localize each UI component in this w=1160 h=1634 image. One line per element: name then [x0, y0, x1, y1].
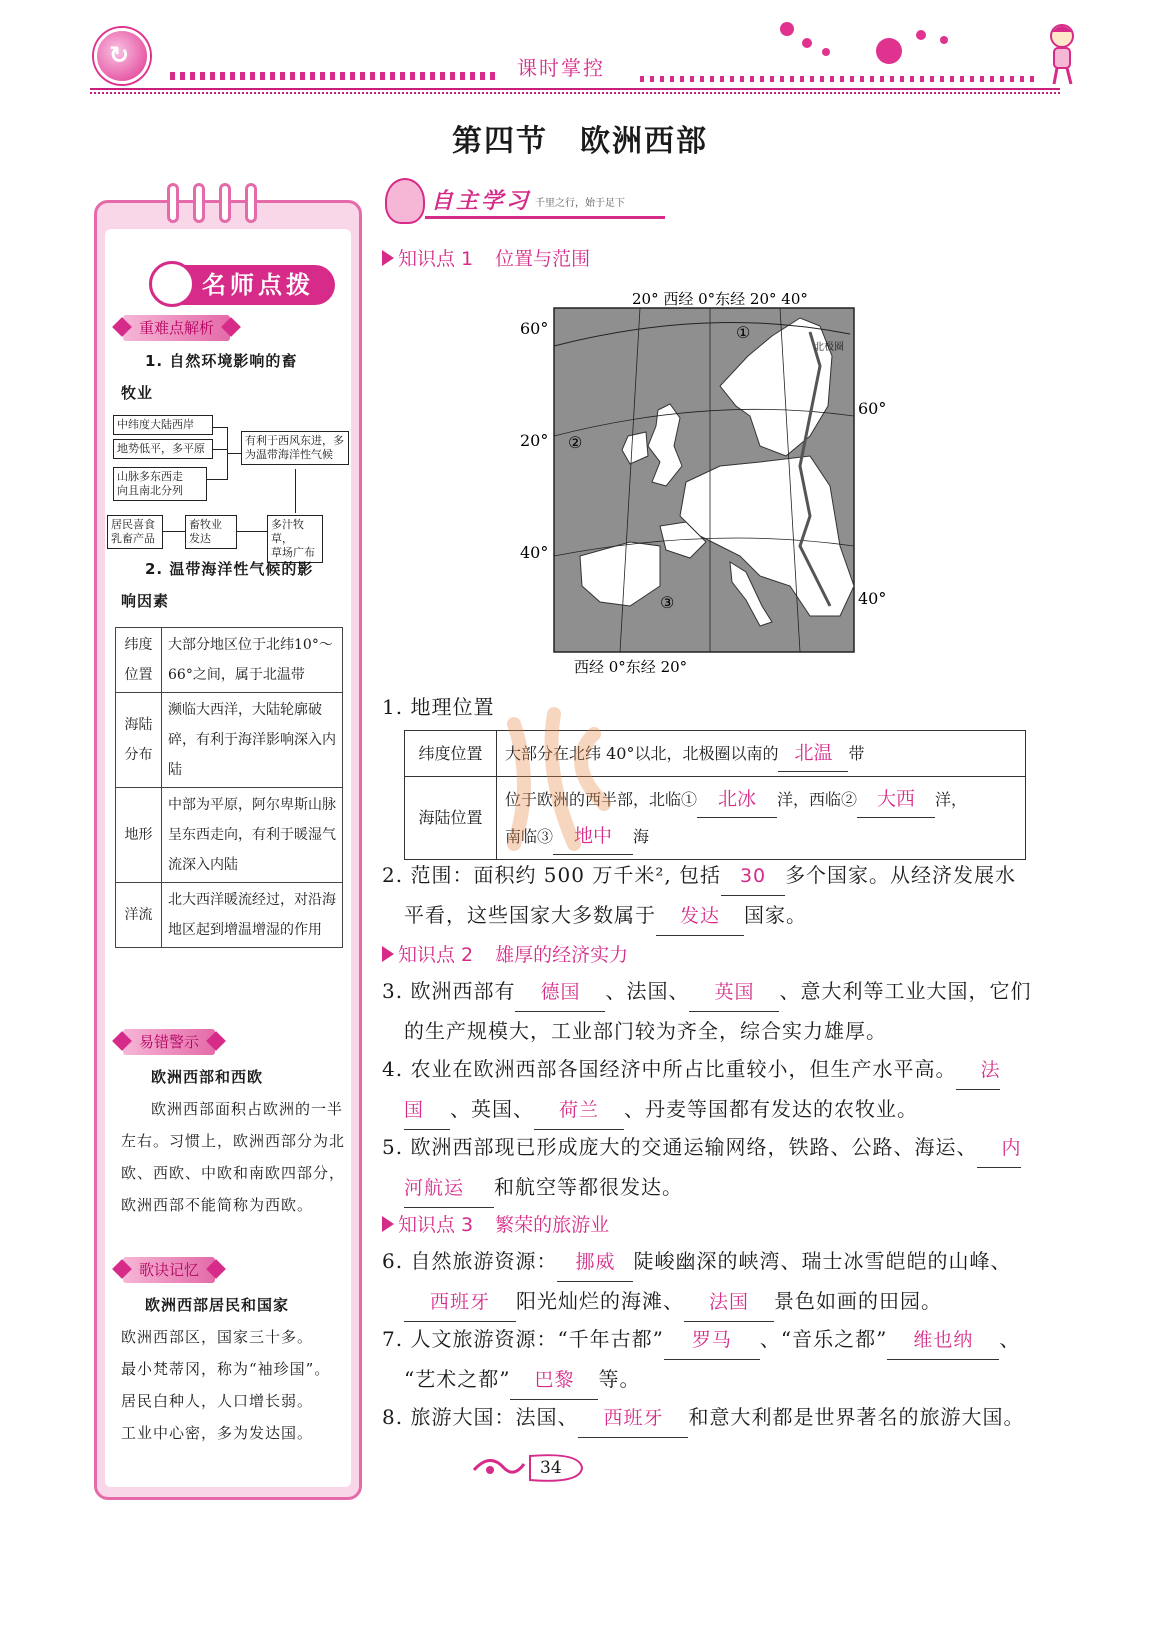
- cartoon-boy-icon: [1044, 22, 1080, 88]
- bubble-decoration: [822, 48, 830, 56]
- pen-icon: [149, 261, 195, 307]
- flow-arrow: [237, 531, 267, 532]
- teacher-tips-sidebar: [94, 200, 362, 1500]
- sidebar-item-1-cont: 牧业: [121, 384, 154, 402]
- map-label: 40°: [520, 543, 549, 562]
- header-title: 课时掌控: [517, 56, 605, 80]
- loop-logo-icon: ↻: [94, 28, 150, 84]
- question-3: 3. 欧洲西部有 德国 、法国、 英国 、意大利等工业大国，它们 的生产规模大，工业部门较为齐全，综合实力雄厚。: [382, 972, 1042, 1050]
- page-header: [80, 10, 1080, 100]
- warning-title: 欧洲西部和西欧: [151, 1068, 264, 1086]
- mnemonic-line: 居民白种人，人口增长弱。: [121, 1392, 314, 1410]
- knowledge-point-2: 知识点 2 雄厚的经济实力: [382, 940, 628, 967]
- question-7: 7. 人文旅游资源：“千年古都” 罗马 、“音乐之都” 维也纳 、 “艺术之都” 巴黎 等。: [382, 1320, 1042, 1400]
- answer-blank[interactable]: 维也纳: [887, 1321, 999, 1360]
- answer-blank[interactable]: 发达: [656, 897, 744, 936]
- map-label: 60°: [520, 319, 549, 338]
- bubble-decoration: [940, 36, 948, 44]
- knowledge-point-1: 知识点 1 位置与范围: [382, 244, 590, 271]
- mnemonic-line: 工业中心密，多为发达国。: [121, 1424, 314, 1442]
- bubble-decoration: [802, 38, 812, 48]
- answer-blank[interactable]: 西班牙: [578, 1399, 688, 1438]
- table-row: 纬度位置 大部分在北纬 40°以北，北极圈以南的 北温 带: [405, 731, 1026, 777]
- table-row: 纬度位置 大部分地区位于北纬10°～66°之间，属于北温带: [116, 628, 343, 693]
- flow-arrow: [163, 531, 185, 532]
- answer-blank[interactable]: 北冰: [697, 781, 777, 818]
- answer-blank[interactable]: 大西: [857, 781, 935, 818]
- header-dots-right: [640, 76, 1040, 82]
- answer-blank[interactable]: 罗马: [664, 1321, 760, 1360]
- table-row: 海陆分布 濒临大西洋，大陆轮廓破碎，有利于海洋影响深入内陆: [116, 693, 343, 788]
- answer-blank[interactable]: 30: [721, 857, 785, 896]
- question-5: 5. 欧洲西部现已形成庞大的交通运输网络，铁路、公路、海运、 内 河航运 和航空等都很发达。: [382, 1128, 1042, 1208]
- binder-rings: [167, 183, 271, 227]
- answer-blank[interactable]: 法国: [684, 1283, 774, 1322]
- answer-blank[interactable]: 法: [956, 1051, 1000, 1090]
- question-4: 4. 农业在欧洲西部各国经济中所占比重较小，但生产水平高。 法 国 、英国、 荷兰 、丹麦等国都有发达的农牧业。: [382, 1050, 1042, 1130]
- answer-blank[interactable]: 德国: [515, 973, 605, 1012]
- europe-west-map: [510, 286, 900, 678]
- location-table: [404, 730, 1026, 860]
- map-top-labels: 20° 西经 0°东经 20° 40°: [632, 290, 808, 308]
- flow-box: 有利于西风东进，多 为温带海洋性气候: [241, 431, 349, 465]
- bubble-decoration: [916, 30, 926, 40]
- play-triangle-icon: [382, 1216, 394, 1232]
- sidebar-panel: [105, 229, 351, 1487]
- table-row: 地形 中部为平原，阿尔卑斯山脉呈东西走向，有利于暖湿气流深入内陆: [116, 788, 343, 883]
- mnemonic-line: 最小梵蒂冈，称为“袖珍国”。: [121, 1360, 331, 1378]
- knowledge-point-3: 知识点 3 繁荣的旅游业: [382, 1210, 609, 1237]
- map-marker-1: ①: [736, 323, 751, 342]
- header-rule: [90, 88, 1060, 94]
- answer-blank[interactable]: 挪威: [557, 1243, 633, 1282]
- self-study-banner: [385, 178, 665, 224]
- mnemonic-line: 欧洲西部区，国家三十多。: [121, 1328, 314, 1346]
- answer-blank[interactable]: 河航运: [404, 1169, 494, 1208]
- flow-box: 多汁牧草， 草场广布: [267, 515, 323, 563]
- table-row: 海陆位置 位于欧洲的西半部，北临① 北冰 洋，西临② 大西 洋， 南临③ 地中 海: [405, 777, 1026, 860]
- bubble-decoration: [876, 38, 902, 64]
- flow-connector: [207, 479, 227, 480]
- answer-blank[interactable]: 荷兰: [534, 1091, 624, 1130]
- sidebar-item-1: 1. 自然环境影响的畜: [145, 352, 298, 370]
- cartoon-girl-icon: [385, 178, 425, 224]
- flow-box: 地势低平，多平原: [113, 439, 213, 459]
- bubble-decoration: [780, 22, 794, 36]
- page-number: 34: [540, 1458, 562, 1478]
- flow-box: 畜牧业 发达: [185, 515, 237, 549]
- play-triangle-icon: [382, 946, 394, 962]
- self-study-subtitle: 千里之行，始于足下: [535, 198, 625, 209]
- warning-body: 欧洲西部面积占欧洲的一半左右。习惯上，欧洲西部分为北欧、西欧、中欧和南欧四部分，欧洲西部不能简称为西欧。: [121, 1100, 346, 1214]
- flow-box: 山脉多东西走 向且南北分列: [113, 467, 207, 501]
- sidebar-item-2-cont: 响因素: [121, 592, 170, 610]
- map-label: 60°: [858, 399, 887, 418]
- play-triangle-icon: [382, 250, 394, 266]
- map-label-arctic: 北极圈: [814, 342, 844, 353]
- answer-blank[interactable]: 西班牙: [404, 1283, 516, 1322]
- flow-box: 居民喜食 乳畜产品: [107, 515, 163, 549]
- table-row: 洋流 北大西洋暖流经过，对沿海地区起到增温增湿的作用: [116, 883, 343, 948]
- flow-box: 中纬度大陆西岸: [113, 415, 213, 435]
- flow-connector: [213, 427, 227, 428]
- sidebar-badge: 名师点拨: [153, 265, 335, 305]
- map-marker-3: ③: [660, 593, 675, 612]
- question-2: 2. 范围：面积约 500 万千米², 包括 30 多个国家。从经济发展水 平看，这些国家大多数属于 发达 国家。: [382, 856, 1042, 936]
- page-number-ornament: [470, 1448, 600, 1488]
- banner-underline: [425, 216, 665, 219]
- answer-blank[interactable]: 地中: [553, 818, 633, 855]
- question-8: 8. 旅游大国：法国、 西班牙 和意大利都是世界著名的旅游大国。: [382, 1398, 1042, 1438]
- answer-blank[interactable]: 巴黎: [510, 1361, 598, 1400]
- map-label: 40°: [858, 589, 887, 608]
- map-bottom-labels: 西经 0°东经 20°: [574, 658, 688, 676]
- map-marker-2: ②: [568, 433, 583, 452]
- answer-blank[interactable]: 北温: [778, 735, 848, 772]
- flow-arrow: [227, 453, 241, 454]
- section-tag-warning: 易错警示: [123, 1029, 215, 1055]
- self-study-title: 自主学习: [431, 189, 532, 214]
- question-6: 6. 自然旅游资源： 挪威 陡峻幽深的峡湾、瑞士冰雪皑皑的山峰、 西班牙 阳光灿烂的海滩、 法国 景色如画的田园。: [382, 1242, 1042, 1322]
- answer-blank[interactable]: 英国: [689, 973, 779, 1012]
- sidebar-item-2: 2. 温带海洋性气候的影: [145, 560, 314, 578]
- climate-factors-table: [115, 627, 343, 948]
- answer-blank[interactable]: 内: [977, 1129, 1021, 1168]
- flow-arrow: [295, 469, 296, 513]
- page-title: 第四节 欧洲西部: [452, 124, 708, 159]
- answer-blank[interactable]: 国: [404, 1091, 450, 1130]
- map-label: 20°: [520, 431, 549, 450]
- section-tag-key-points: 重难点解析: [123, 315, 230, 341]
- section-tag-mnemonic: 歌诀记忆: [123, 1257, 215, 1283]
- header-dots: [170, 72, 500, 80]
- mnemonic-title: 欧洲西部居民和国家: [145, 1296, 290, 1314]
- flow-connector: [213, 449, 227, 450]
- question-1-title: 1. 地理位置: [382, 695, 495, 719]
